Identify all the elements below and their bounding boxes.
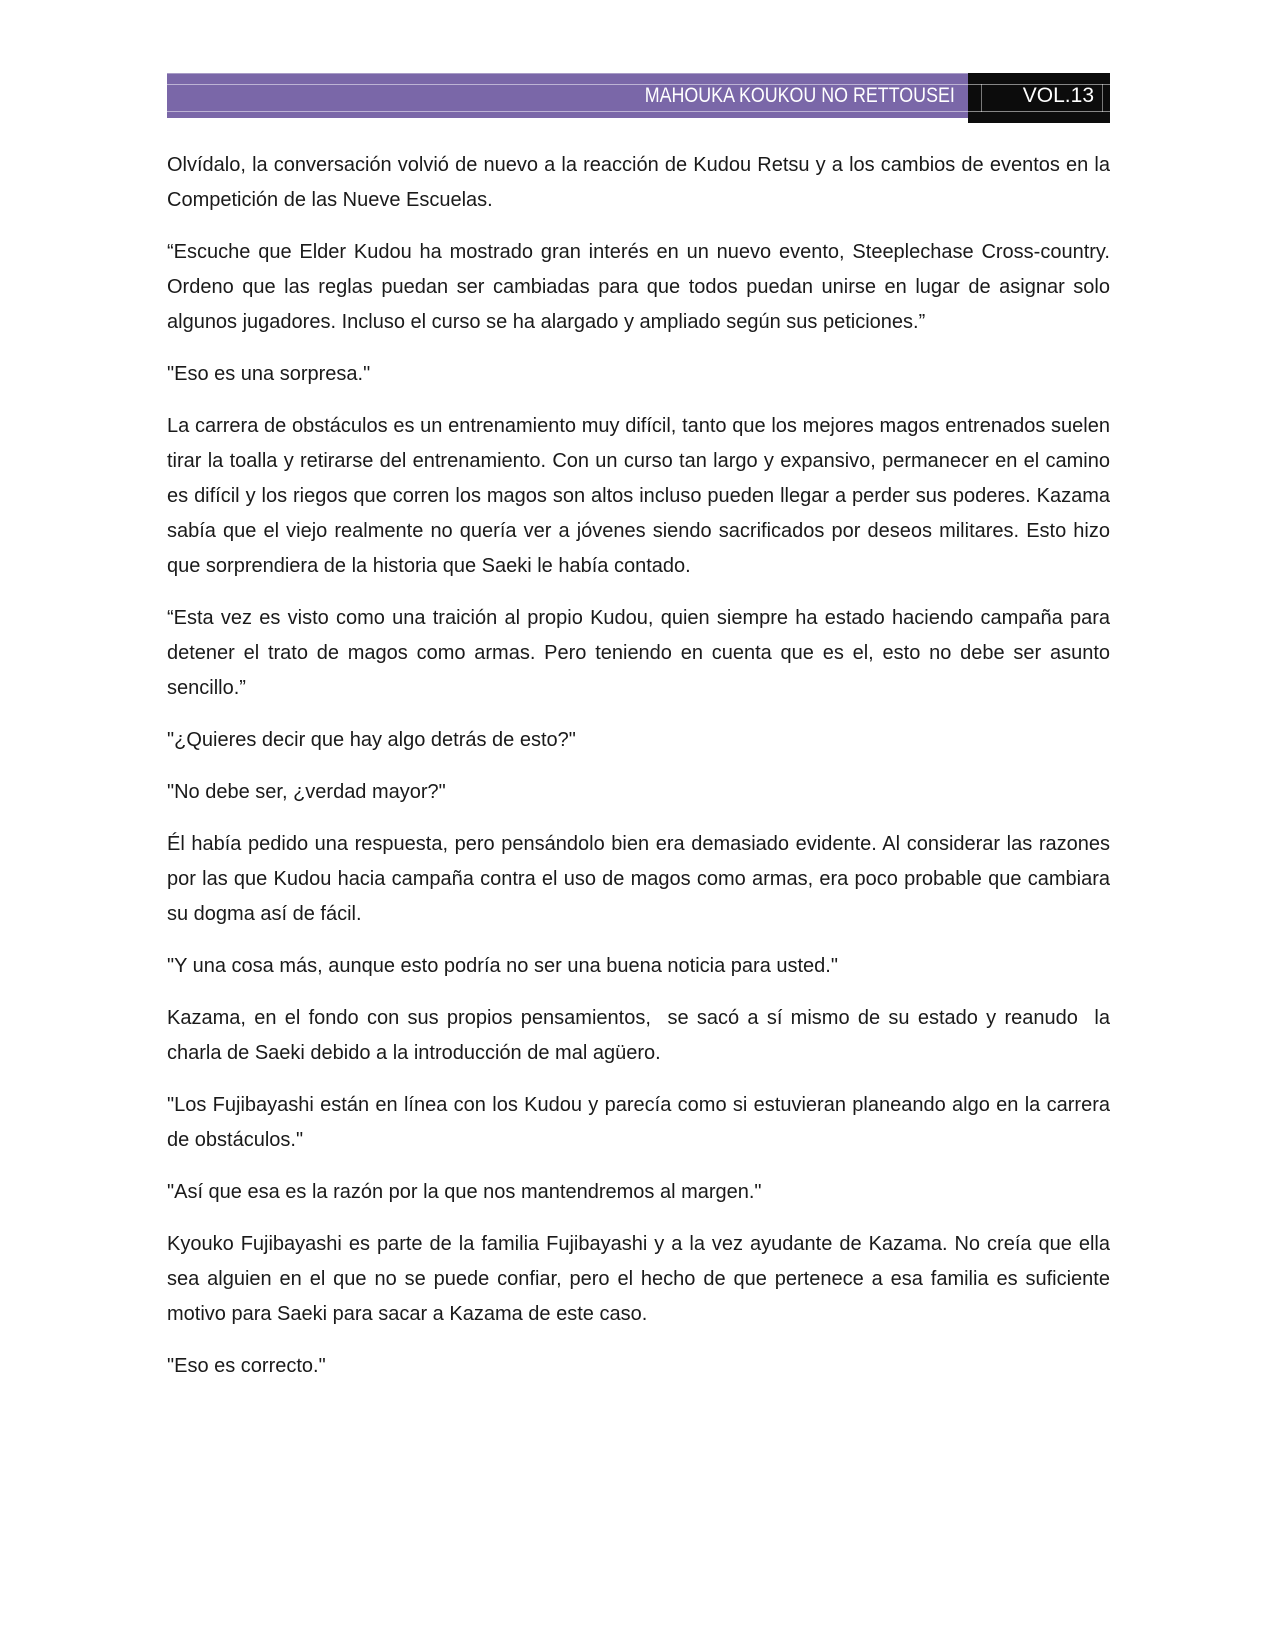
paragraph: "¿Quieres decir que hay algo detrás de esto?" xyxy=(167,729,576,751)
paragraph: "Eso es una sorpresa." xyxy=(167,363,371,385)
paragraph: “Esta vez es visto como una traición al propio Kudou, quien siempre ha estado haciendo campaña para detener el trato de magos como armas. Pero teniendo en cuenta que es el, esto no debe ser asunto sencillo.” xyxy=(167,607,1110,699)
document-body xyxy=(167,148,1110,1401)
header-banner xyxy=(167,73,1110,118)
paragraph: “Escuche que Elder Kudou ha mostrado gran interés en un nuevo evento, Steeplechase Cross-country. Ordeno que las reglas puedan ser cambiadas para que todos puedan unirse en lugar de asignar solo algunos jugadores. Incluso el curso se ha alargado y ampliado según sus peticiones.” xyxy=(167,241,1110,333)
paragraph: "Y una cosa más, aunque esto podría no ser una buena noticia para usted." xyxy=(167,955,838,977)
paragraph: Él había pedido una respuesta, pero pensándolo bien era demasiado evidente. Al considerar las razones por las que Kudou hacia campaña contra el uso de magos como armas, era poco probable que cambiara su dogma así de fácil. xyxy=(167,833,1110,925)
paragraph: "No debe ser, ¿verdad mayor?" xyxy=(167,781,446,803)
volume-box xyxy=(968,73,1110,123)
paragraph: "Así que esa es la razón por la que nos mantendremos al margen." xyxy=(167,1181,762,1203)
volume-box-right-rule xyxy=(1102,84,1103,112)
paragraph: Kyouko Fujibayashi es parte de la familia Fujibayashi y a la vez ayudante de Kazama. No creía que ella sea alguien en el que no se puede confiar, pero el hecho de que pertenece a esa familia es suficiente motivo para Saeki para sacar a Kazama de este caso. xyxy=(167,1233,1110,1325)
paragraph: La carrera de obstáculos es un entrenamiento muy difícil, tanto que los mejores magos entrenados suelen tirar la toalla y retirarse del entrenamiento. Con un curso tan largo y expansivo, permanecer en el camino es difícil y los riegos que corren los magos son altos incluso pueden llegar a perder sus poderes. Kazama sabía que el viejo realmente no quería ver a jóvenes siendo sacrificados por deseos militares. Esto hizo que sorprendiera de la historia que Saeki le había contado. xyxy=(167,415,1110,577)
header-title-text: MAHOUKA KOUKOU NO RETTOUSEI xyxy=(644,84,955,107)
volume-label: VOL.13 xyxy=(1022,84,1094,107)
paragraph: Kazama, en el fondo con sus propios pensamientos, se sacó a sí mismo de su estado y reanudo la charla de Saeki debido a la introducción de mal agüero. xyxy=(167,1007,1110,1064)
paragraph: Olvídalo, la conversación volvió de nuevo a la reacción de Kudou Retsu y a los cambios de eventos en la Competición de las Nueve Escuelas. xyxy=(167,154,1110,211)
header-title xyxy=(167,73,955,118)
volume-box-left-rule xyxy=(981,84,982,112)
paragraph: "Eso es correcto." xyxy=(167,1355,326,1377)
paragraph: "Los Fujibayashi están en línea con los Kudou y parecía como si estuvieran planeando algo en la carrera de obstáculos." xyxy=(167,1094,1110,1151)
